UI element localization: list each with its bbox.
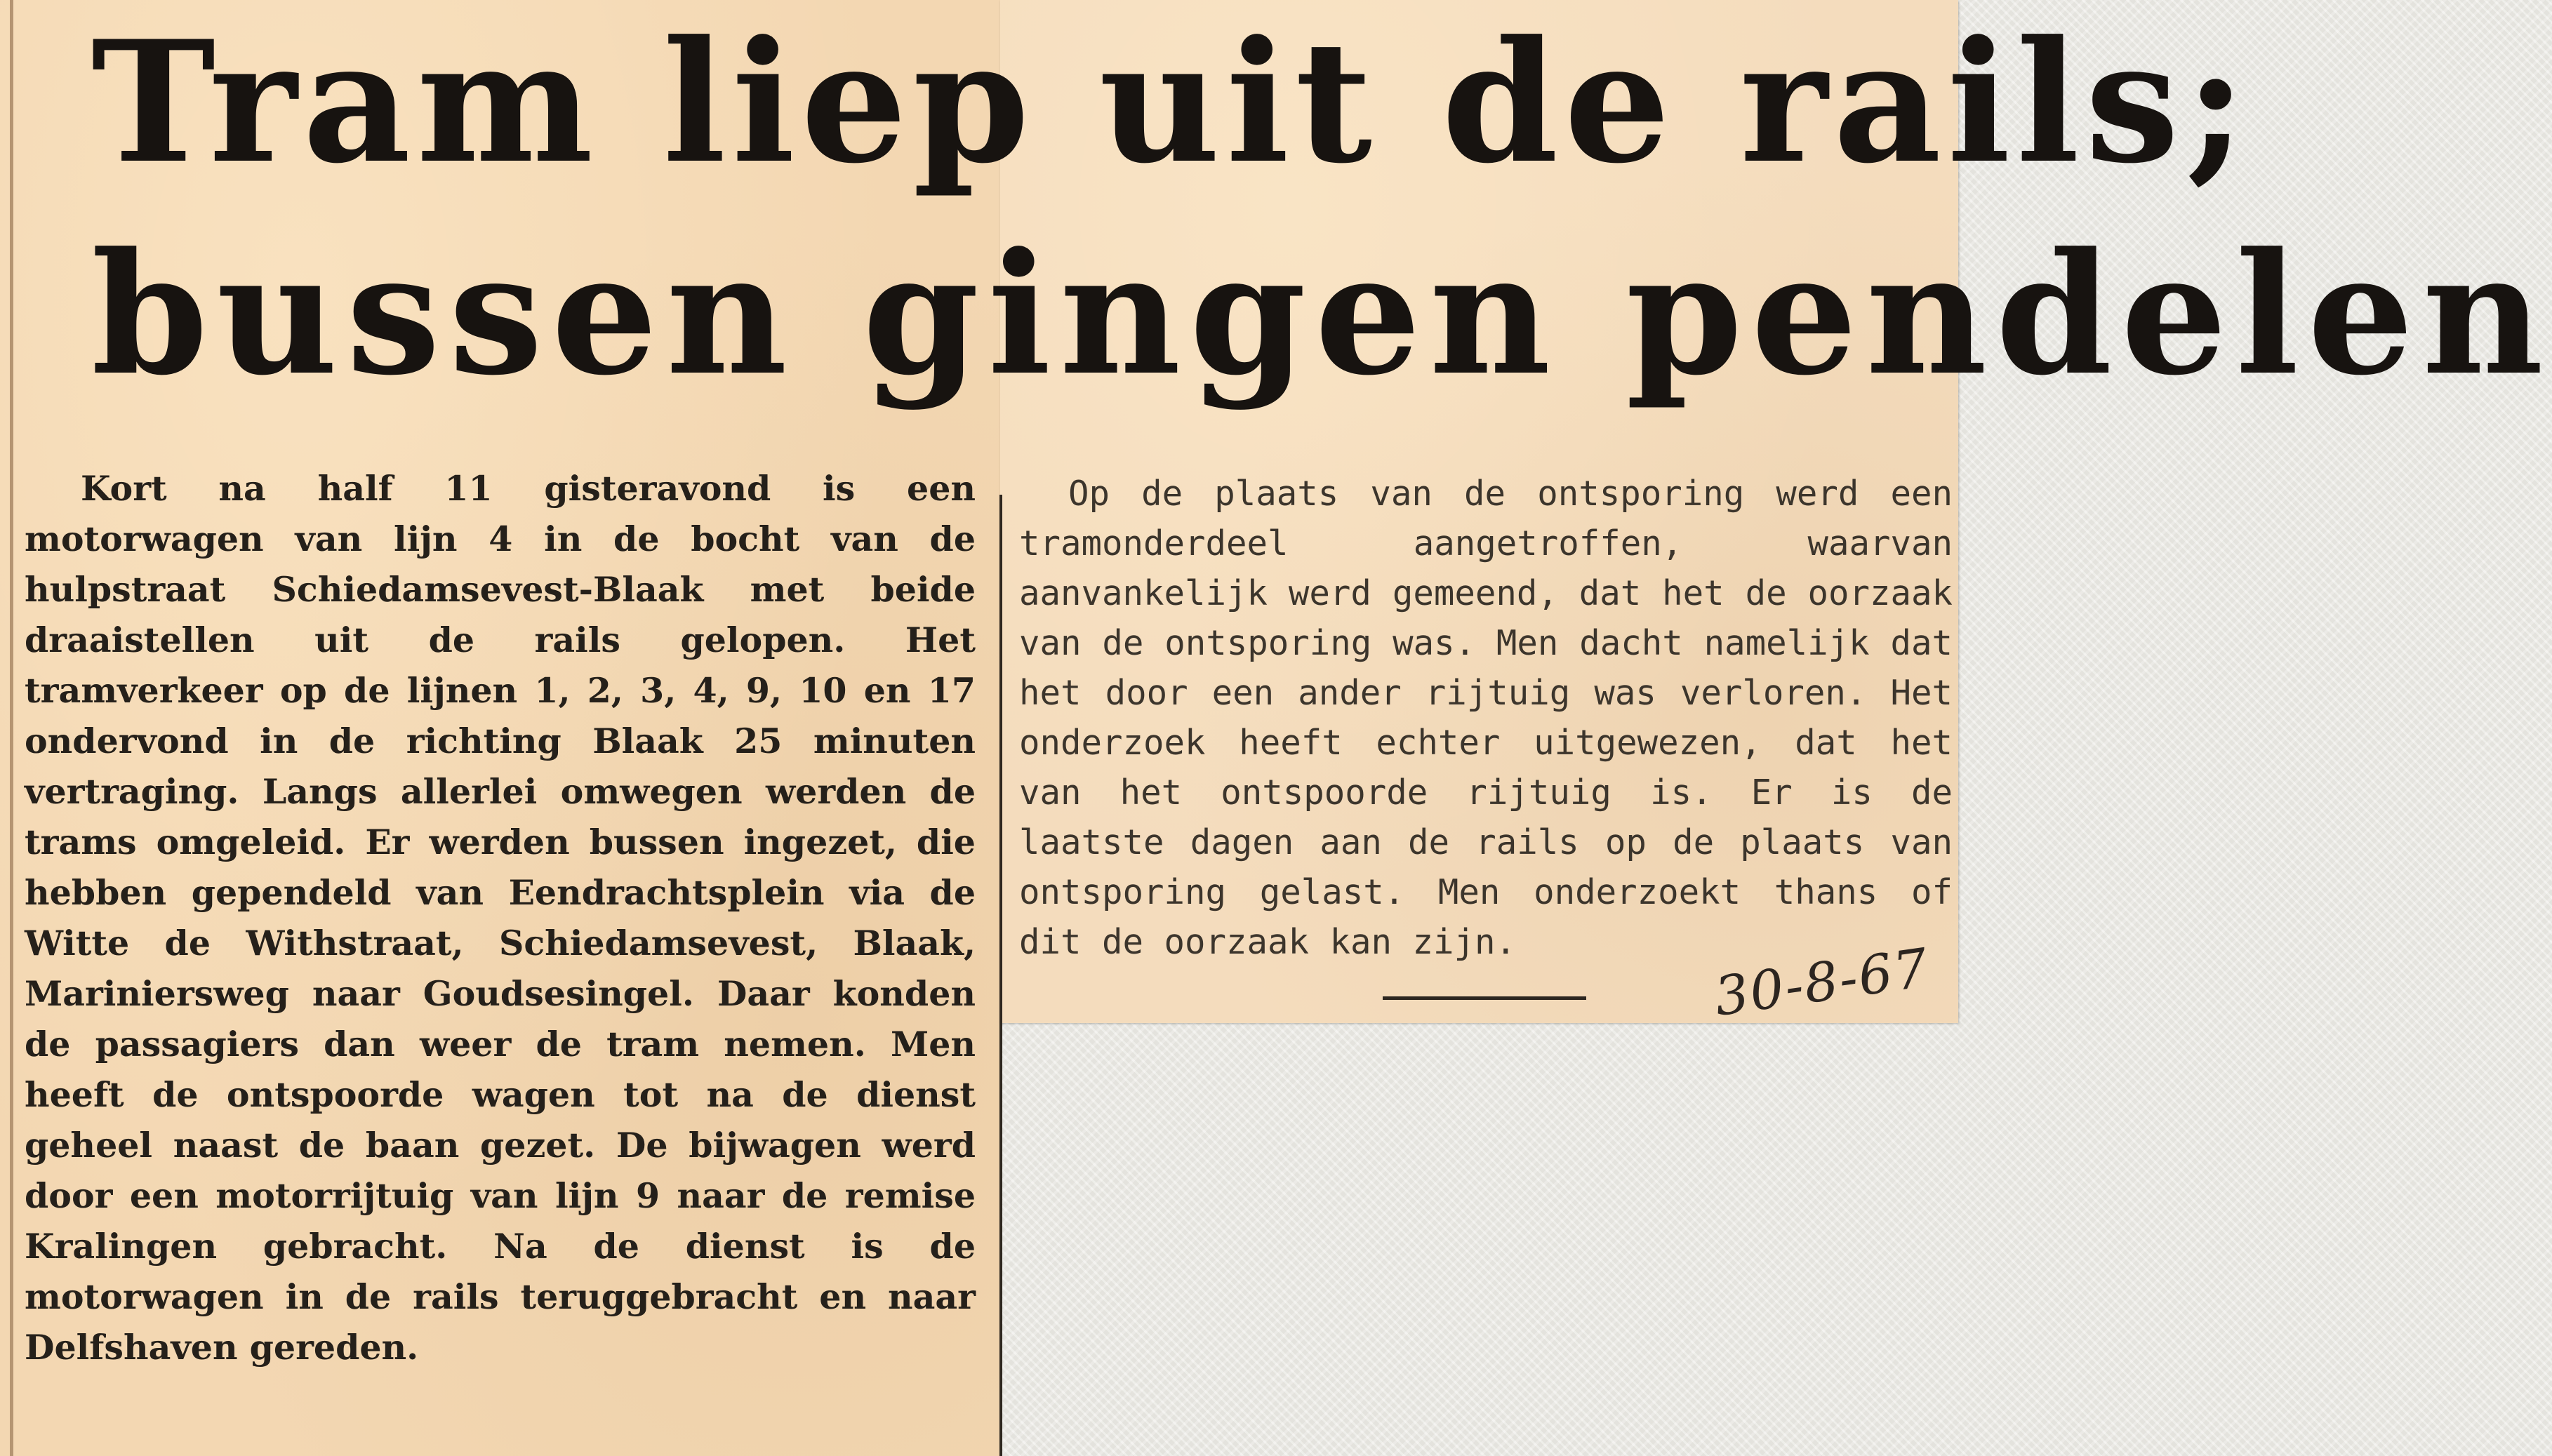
- article-paragraph-left: Kort na half 11 gisteravond is een motorwagen van lijn 4 in de bocht van de hulpstraat Schiedamsevest-Blaak met beide draaistellen uit de rails gelopen. Het tramverkeer op de lijnen 1, 2, 3, 4, 9, 10 en 17 ondervond in de richting Blaak 25 minuten vertraging. Langs allerlei omwegen werden de trams omgeleid. Er werden bussen ingezet, die hebben gependeld van Eendrachtsplein via de Witte de Withstraat, Schiedamsevest, Blaak, Mariniersweg naar Goudsesingel. Daar konden de passagiers dan weer de tram nemen. Men heeft de ontspoorde wagen tot na de dienst geheel naast de baan gezet. De bijwagen werd door een motorrijtuig van lijn 9 naar de remise Kralingen gebracht. Na de dienst is de motorwagen in de rails teruggebracht en naar Delfshaven gereden.: [25, 468, 976, 1368]
- headline-line-2: bussen gingen pendelen: [91, 217, 2552, 413]
- article-column-right: [1019, 469, 1953, 967]
- article-end-rule: [1383, 996, 1586, 1000]
- headline-line-1: Tram liep uit de rails;: [91, 5, 2252, 201]
- article-paragraph-right: Op de plaats van de ontsporing werd een tramonderdeel aangetroffen, waarvan aanvankelijk werd gemeend, dat het de oorzaak van de ontsporing was. Men dacht namelijk dat het door een ander rijtuig was verloren. Het onderzoek heeft echter uitgewezen, dat het van het ontspoorde rijtuig is. Er is de laatste dagen aan de rails op de plaats van ontsporing gelast. Men onderzoekt thans of dit de oorzaak kan zijn.: [1019, 474, 1953, 962]
- clipping-fold-edge: [10, 0, 13, 1456]
- article-column-left: [25, 463, 976, 1372]
- handwritten-date: 30-8-67: [1710, 936, 1933, 1028]
- column-divider: [999, 495, 1002, 1456]
